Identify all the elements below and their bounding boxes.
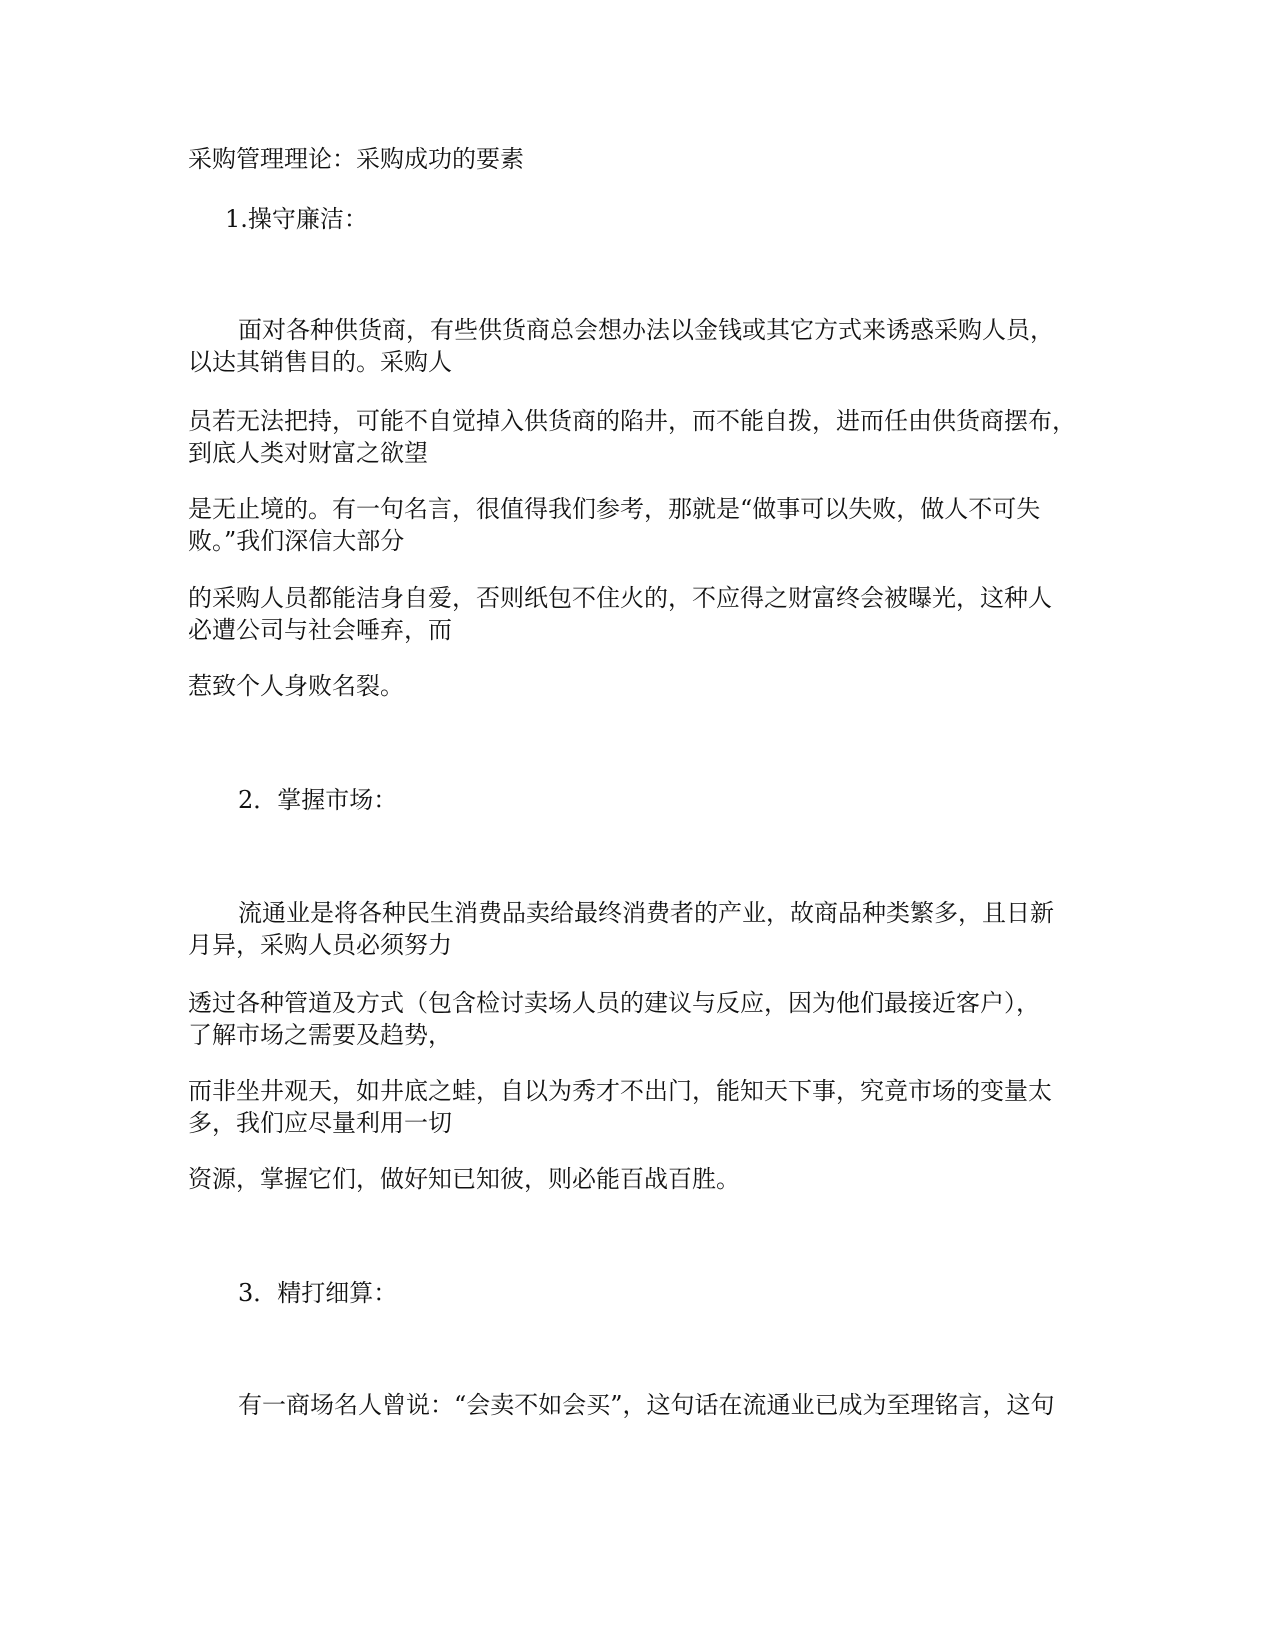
section-heading-1: 1.操守廉洁： — [225, 205, 368, 233]
paragraph-line: 以达其销售目的。采购人 — [188, 348, 452, 376]
paragraph-line: 月异，采购人员必须努力 — [188, 931, 452, 959]
paragraph-line: 必遭公司与社会唾弃，而 — [188, 616, 452, 644]
document-title: 采购管理理论：采购成功的要素 — [188, 145, 524, 173]
paragraph-line: 流通业是将各种民生消费品卖给最终消费者的产业，故商品种类繁多，且日新 — [238, 899, 1054, 927]
paragraph-line: 败。”我们深信大部分 — [188, 527, 405, 555]
paragraph-line: 透过各种管道及方式（包含检讨卖场人员的建议与反应，因为他们最接近客户）， — [188, 989, 1040, 1017]
paragraph-line: 惹致个人身败名裂。 — [188, 672, 404, 700]
paragraph-line: 资源，掌握它们，做好知已知彼，则必能百战百胜。 — [188, 1165, 740, 1193]
paragraph-line: 了解市场之需要及趋势， — [188, 1021, 452, 1049]
paragraph-line: 多，我们应尽量利用一切 — [188, 1109, 452, 1137]
paragraph-line: 而非坐井观天，如井底之蛙，自以为秀才不出门，能知天下事，究竟市场的变量太 — [188, 1077, 1052, 1105]
paragraph-line: 的采购人员都能洁身自爱，否则纸包不住火的，不应得之财富终会被曝光，这种人 — [188, 584, 1052, 612]
section-heading-3: 3．精打细算： — [238, 1279, 398, 1307]
paragraph-line: 有一商场名人曾说：“会卖不如会买”，这句话在流通业已成为至理铭言，这句 — [238, 1391, 1055, 1419]
paragraph-line: 到底人类对财富之欲望 — [188, 439, 428, 467]
paragraph-line: 员若无法把持，可能不自觉掉入供货商的陷井，而不能自拨，进而任由供货商摆布， — [188, 407, 1076, 435]
paragraph-line: 是无止境的。有一句名言，很值得我们参考，那就是“做事可以失败，做人不可失 — [188, 495, 1041, 523]
section-heading-2: 2．掌握市场： — [238, 786, 398, 814]
paragraph-line: 面对各种供货商，有些供货商总会想办法以金钱或其它方式来诱惑采购人员， — [238, 316, 1054, 344]
